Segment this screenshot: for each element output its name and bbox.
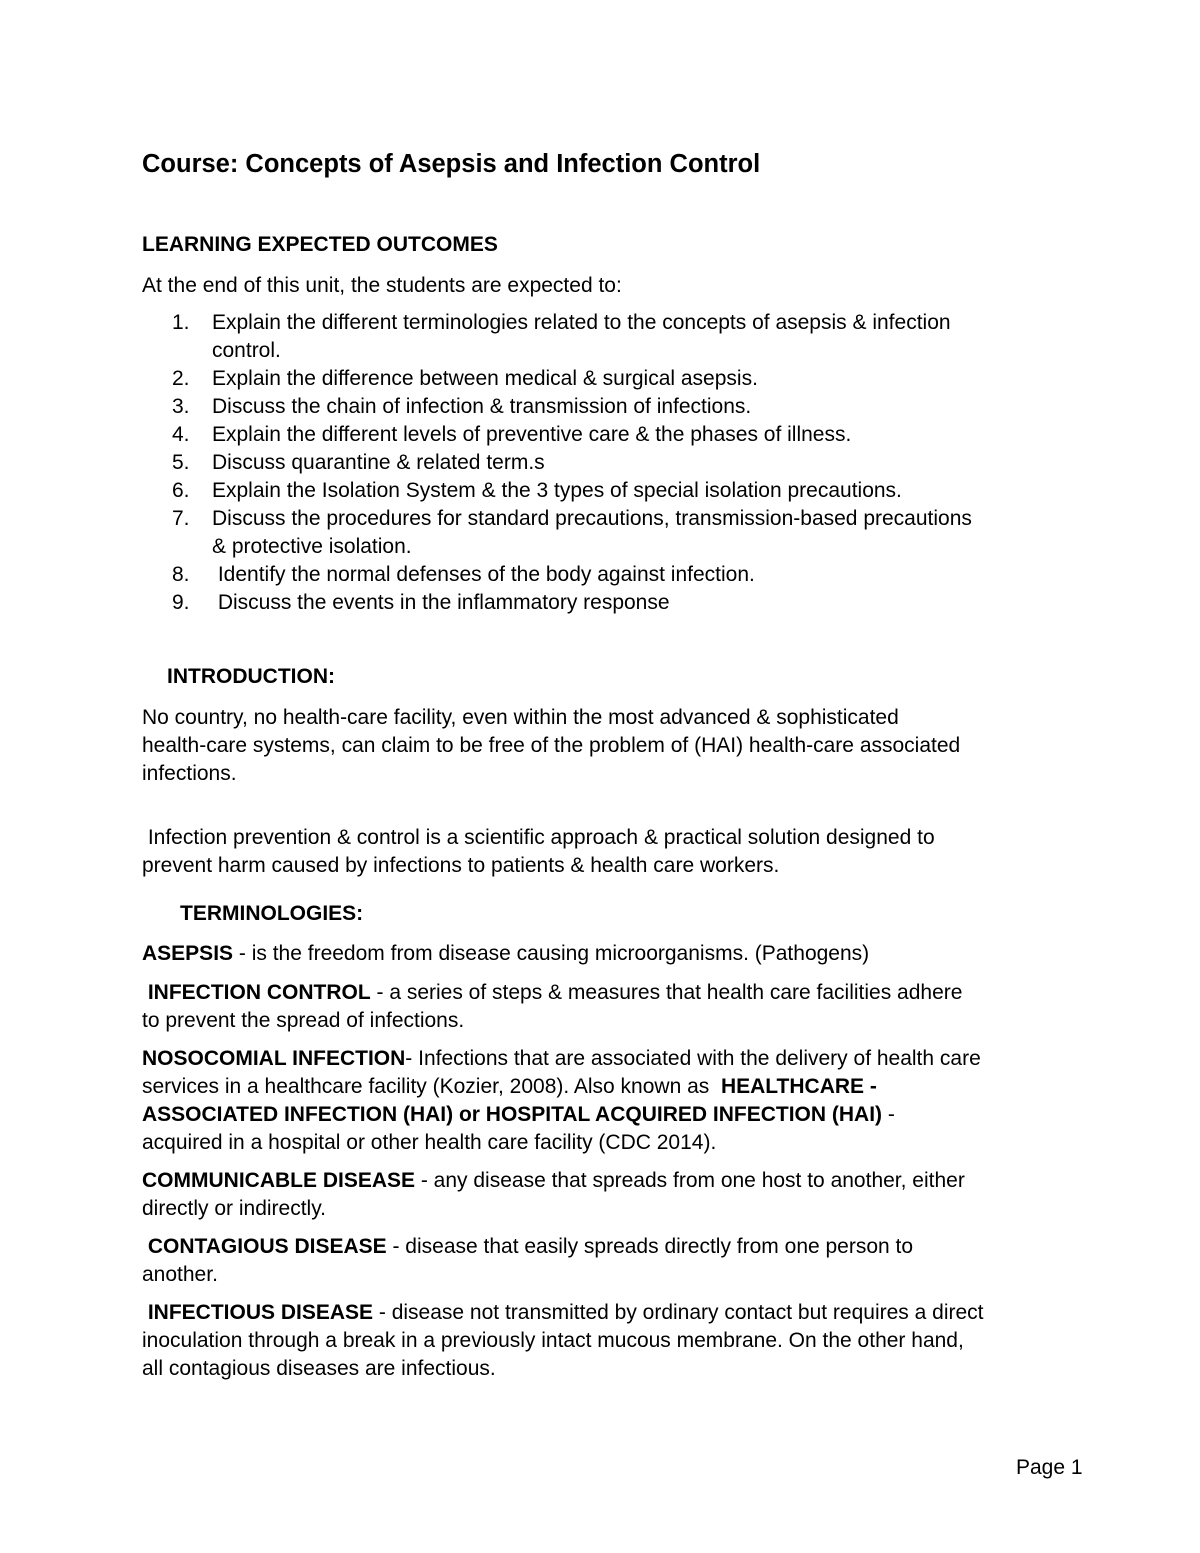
list-item: 1. Explain the different terminologies related to the concepts of asepsis & infection control. — [172, 311, 951, 362]
course-title: Course: Concepts of Asepsis and Infection Control — [142, 150, 761, 178]
list-item: 7. Discuss the procedures for standard precautions, transmission-based precautions & protective isolation. — [172, 507, 972, 558]
learning-outcomes-list — [142, 309, 1102, 617]
learning-outcomes-intro: At the end of this unit, the students are expected to: — [142, 274, 622, 297]
list-item: 8. Identify the normal defenses of the body against infection. — [172, 563, 755, 586]
page-number: Page 1 — [1016, 1456, 1083, 1479]
list-item: 5. Discuss quarantine & related term.s — [172, 451, 545, 474]
term-contagious-disease: CONTAGIOUS DISEASE - disease that easily spreads directly from one person to another. — [142, 1235, 914, 1286]
term-nosocomial-infection: NOSOCOMIAL INFECTION- Infections that are associated with the delivery of health care services in a healthcare facility (Kozier, 2008). Also known as HEALTHCARE - ASSOCIATED INFECTION (HAI) or HOSPITAL ACQUIRED INFECTION (HAI) - acquired in a hospital or other health care facility (CDC 2014). — [142, 1047, 981, 1154]
list-item: 2. Explain the difference between medical & surgical asepsis. — [172, 367, 758, 390]
list-item: 6. Explain the Isolation System & the 3 types of special isolation precautions. — [172, 479, 902, 502]
introduction-paragraph-2: Infection prevention & control is a scientific approach & practical solution designed to prevent harm caused by infections to patients & health care workers. — [142, 826, 935, 877]
list-item: 4. Explain the different levels of preventive care & the phases of illness. — [172, 423, 852, 446]
term-infection-control: INFECTION CONTROL - a series of steps & measures that health care facilities adhere to prevent the spread of infections. — [142, 981, 963, 1032]
learning-outcomes-heading: LEARNING EXPECTED OUTCOMES — [142, 233, 498, 256]
list-item: 3. Discuss the chain of infection & transmission of infections. — [172, 395, 752, 418]
term-communicable-disease: COMMUNICABLE DISEASE - any disease that spreads from one host to another, either directly or indirectly. — [142, 1169, 965, 1220]
term-infectious-disease: INFECTIOUS DISEASE - disease not transmitted by ordinary contact but requires a direct inoculation through a break in a previously intact mucous membrane. On the other hand, all contagious diseases are infectious. — [142, 1301, 984, 1380]
term-asepsis: ASEPSIS - is the freedom from disease causing microorganisms. (Pathogens) — [142, 942, 870, 965]
terminologies-heading: TERMINOLOGIES: — [180, 902, 364, 925]
introduction-heading: INTRODUCTION: — [167, 665, 335, 688]
introduction-paragraph-1: No country, no health-care facility, even within the most advanced & sophisticated health-care systems, can claim to be free of the problem of (HAI) health-care associated infections. — [142, 706, 961, 785]
list-item: 9. Discuss the events in the inflammatory response — [172, 591, 670, 614]
